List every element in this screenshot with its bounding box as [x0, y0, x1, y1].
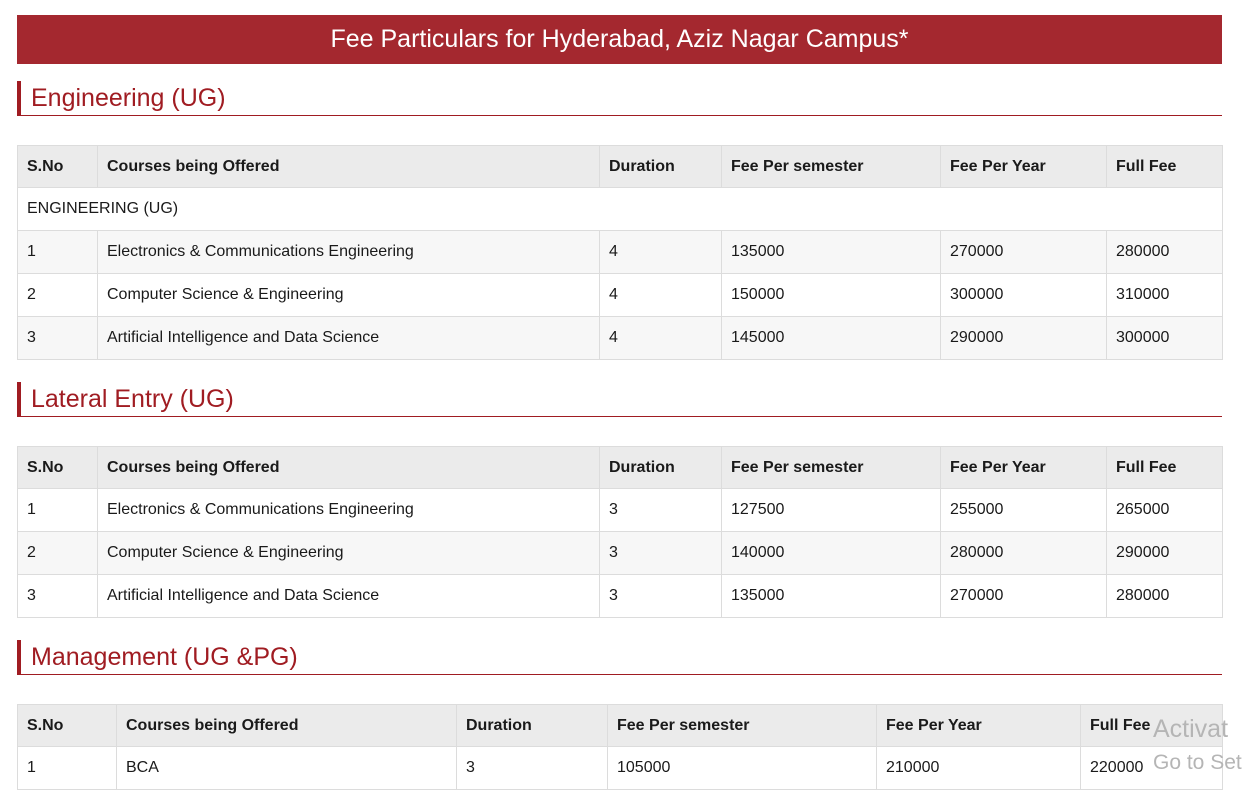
- cell-fee-semester: 140000: [722, 532, 941, 575]
- col-header-course: Courses being Offered: [98, 146, 600, 188]
- cell-duration: 3: [600, 575, 722, 618]
- cell-fee-year: 270000: [941, 231, 1107, 274]
- table-header-row: [18, 447, 1223, 489]
- cell-fee-year: 255000: [941, 489, 1107, 532]
- cell-sno: 1: [18, 747, 117, 790]
- engineering-fee-table: [17, 145, 1223, 360]
- cell-course: Artificial Intelligence and Data Science: [98, 317, 600, 360]
- col-header-fee-year: Fee Per Year: [941, 146, 1107, 188]
- col-header-full-fee: Full Fee: [1081, 705, 1223, 747]
- lateral-entry-fee-table: [17, 446, 1223, 618]
- cell-fee-semester: 135000: [722, 231, 941, 274]
- cell-duration: 4: [600, 231, 722, 274]
- col-header-course: Courses being Offered: [98, 447, 600, 489]
- col-header-duration: Duration: [600, 146, 722, 188]
- cell-sno: 2: [18, 532, 98, 575]
- table-row: [18, 231, 1223, 274]
- section-heading-engineering: Engineering (UG): [17, 81, 1222, 116]
- cell-sno: 1: [18, 231, 98, 274]
- cell-full-fee: 280000: [1107, 575, 1223, 618]
- cell-fee-semester: 150000: [722, 274, 941, 317]
- cell-fee-semester: 127500: [722, 489, 941, 532]
- cell-fee-semester: 135000: [722, 575, 941, 618]
- table-group-row: [18, 188, 1223, 231]
- table-header-row: [18, 146, 1223, 188]
- cell-sno: 3: [18, 575, 98, 618]
- col-header-duration: Duration: [457, 705, 608, 747]
- col-header-full-fee: Full Fee: [1107, 447, 1223, 489]
- cell-duration: 4: [600, 317, 722, 360]
- cell-full-fee: 290000: [1107, 532, 1223, 575]
- cell-fee-year: 210000: [877, 747, 1081, 790]
- cell-full-fee: 300000: [1107, 317, 1223, 360]
- table-row: [18, 532, 1223, 575]
- cell-fee-year: 300000: [941, 274, 1107, 317]
- cell-duration: 3: [600, 489, 722, 532]
- col-header-full-fee: Full Fee: [1107, 146, 1223, 188]
- group-label: ENGINEERING (UG): [18, 188, 1223, 231]
- table-row: [18, 747, 1223, 790]
- col-header-fee-year: Fee Per Year: [877, 705, 1081, 747]
- col-header-fee-semester: Fee Per semester: [608, 705, 877, 747]
- cell-course: Computer Science & Engineering: [98, 274, 600, 317]
- cell-duration: 3: [600, 532, 722, 575]
- section-heading-management: Management (UG &PG): [17, 640, 1222, 675]
- col-header-fee-semester: Fee Per semester: [722, 447, 941, 489]
- cell-sno: 3: [18, 317, 98, 360]
- cell-fee-semester: 145000: [722, 317, 941, 360]
- cell-fee-semester: 105000: [608, 747, 877, 790]
- table-row: [18, 575, 1223, 618]
- col-header-sno: S.No: [18, 447, 98, 489]
- col-header-duration: Duration: [600, 447, 722, 489]
- watermark-line-2: Go to Set: [1153, 751, 1242, 774]
- cell-sno: 2: [18, 274, 98, 317]
- cell-fee-year: 280000: [941, 532, 1107, 575]
- cell-full-fee: 280000: [1107, 231, 1223, 274]
- col-header-fee-semester: Fee Per semester: [722, 146, 941, 188]
- cell-full-fee: 310000: [1107, 274, 1223, 317]
- watermark-line-1: Activat: [1153, 715, 1229, 743]
- col-header-fee-year: Fee Per Year: [941, 447, 1107, 489]
- table-header-row: [18, 705, 1223, 747]
- col-header-sno: S.No: [18, 146, 98, 188]
- cell-full-fee: 220000: [1081, 747, 1223, 790]
- page-title-banner: Fee Particulars for Hyderabad, Aziz Nagar Campus*: [17, 15, 1222, 64]
- cell-full-fee: 265000: [1107, 489, 1223, 532]
- table-row: [18, 274, 1223, 317]
- cell-duration: 4: [600, 274, 722, 317]
- cell-course: Electronics & Communications Engineering: [98, 231, 600, 274]
- cell-fee-year: 270000: [941, 575, 1107, 618]
- cell-duration: 3: [457, 747, 608, 790]
- cell-sno: 1: [18, 489, 98, 532]
- management-fee-table: [17, 704, 1223, 790]
- cell-fee-year: 290000: [941, 317, 1107, 360]
- table-row: [18, 489, 1223, 532]
- cell-course: BCA: [117, 747, 457, 790]
- cell-course: Artificial Intelligence and Data Science: [98, 575, 600, 618]
- section-heading-lateral-entry: Lateral Entry (UG): [17, 382, 1222, 417]
- cell-course: Computer Science & Engineering: [98, 532, 600, 575]
- fee-page: [17, 15, 1222, 790]
- table-row: [18, 317, 1223, 360]
- cell-course: Electronics & Communications Engineering: [98, 489, 600, 532]
- col-header-sno: S.No: [18, 705, 117, 747]
- col-header-course: Courses being Offered: [117, 705, 457, 747]
